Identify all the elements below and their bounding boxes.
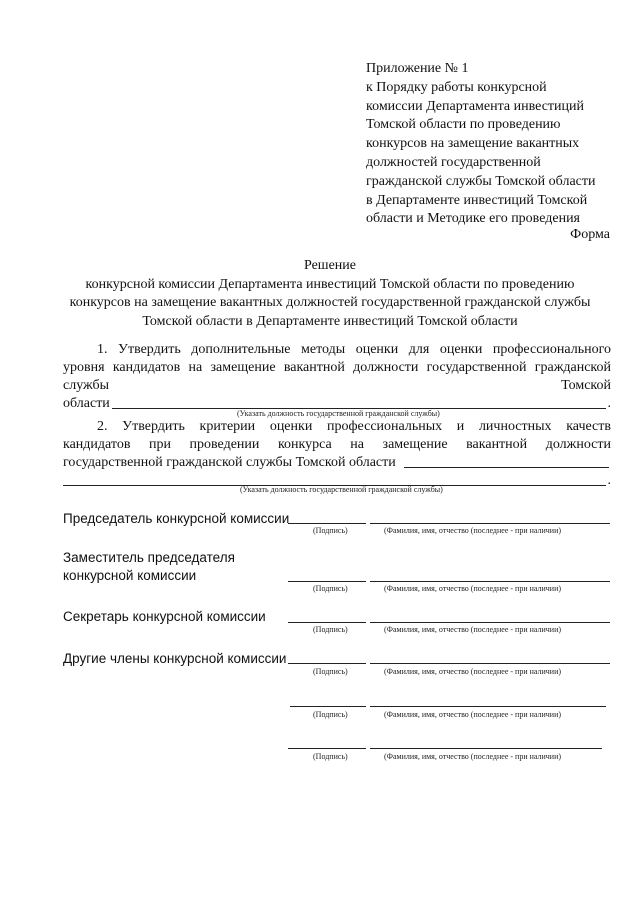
appendix-line: гражданской службы Томской области xyxy=(366,173,596,189)
name-line[interactable] xyxy=(370,622,610,623)
name-caption: (Фамилия, имя, отчество (последнее - при наличии) xyxy=(384,752,562,761)
appendix-line: должностей государственной xyxy=(366,154,541,170)
item-1-word: Томской xyxy=(561,378,611,393)
appendix-line: Томской области по проведению xyxy=(366,117,561,133)
name-caption: (Фамилия, имя, отчество (последнее - при наличии) xyxy=(384,526,562,535)
appendix-line: комиссии Департамента инвестиций xyxy=(366,98,584,114)
appendix-header xyxy=(366,60,616,229)
signature-line[interactable] xyxy=(288,523,366,524)
appendix-line: конкурсов на замещение вакантных xyxy=(366,136,580,152)
signature-line[interactable] xyxy=(288,622,366,623)
appendix-line: области и Методике его проведения xyxy=(366,211,580,227)
name-line[interactable] xyxy=(370,523,610,524)
appendix-line: к Порядку работы конкурсной xyxy=(366,79,547,95)
deputy-label: конкурсной комиссии xyxy=(63,568,197,583)
position-input-line[interactable] xyxy=(404,467,609,468)
signature-line[interactable] xyxy=(288,663,366,664)
name-caption: (Фамилия, имя, отчество (последнее - при наличии) xyxy=(384,710,562,719)
item-2-period: . xyxy=(607,473,611,488)
signature-line[interactable] xyxy=(288,581,366,582)
form-label: Форма xyxy=(570,227,610,242)
signature-caption: (Подпись) xyxy=(313,710,348,719)
appendix-line: в Департаменте инвестиций Томской xyxy=(366,192,588,208)
item-2-line: кандидатов при проведении конкурса на замещение вакантной должности xyxy=(63,437,611,452)
item-1-word: области xyxy=(63,396,110,411)
deputy-label: Заместитель председателя xyxy=(63,550,235,565)
signature-caption: (Подпись) xyxy=(313,625,348,634)
title-line: Томской области в Департаменте инвестиций Томской области xyxy=(142,313,518,329)
name-line[interactable] xyxy=(370,663,610,664)
item-1-period: . xyxy=(607,396,611,411)
signature-caption: (Подпись) xyxy=(313,526,348,535)
signature-line[interactable] xyxy=(290,706,366,707)
signature-caption: (Подпись) xyxy=(313,667,348,676)
item-1-word: службы xyxy=(63,378,110,393)
name-line[interactable] xyxy=(370,581,610,582)
signature-line[interactable] xyxy=(288,748,366,749)
item-1 xyxy=(63,341,611,413)
item-1-line: 1. Утвердить дополнительные методы оценки для оценки профессионального xyxy=(97,342,611,357)
item-2-line: 2. Утвердить критерии оценки профессиональных и личностных качеств xyxy=(97,419,611,434)
item-2-line-3 xyxy=(63,454,611,472)
position-caption: (Указать должность государственной гражданской службы) xyxy=(237,409,440,418)
item-2 xyxy=(63,418,611,490)
signature-caption: (Подпись) xyxy=(313,752,348,761)
title-line: конкурсной комиссии Департамента инвестиций Томской области по проведению xyxy=(85,276,575,292)
appendix-line: Приложение № 1 xyxy=(366,61,469,76)
item-1-line: уровня кандидатов на замещение вакантной должности государственной гражданской xyxy=(63,360,611,375)
members-label: Другие члены конкурсной комиссии xyxy=(63,651,287,666)
document-title xyxy=(40,257,620,331)
name-line[interactable] xyxy=(370,748,602,749)
chairman-label: Председатель конкурсной комиссии xyxy=(63,511,290,526)
item-2-text: государственной гражданской службы Томской области xyxy=(63,455,396,470)
title-line: конкурсов на замещение вакантных должностей государственной гражданской службы xyxy=(69,295,591,310)
item-1-line-3 xyxy=(63,377,611,395)
title-heading: Решение xyxy=(303,258,356,273)
position-caption: (Указать должность государственной гражданской службы) xyxy=(240,485,443,494)
signature-caption: (Подпись) xyxy=(313,584,348,593)
name-caption: (Фамилия, имя, отчество (последнее - при наличии) xyxy=(384,625,562,634)
secretary-label: Секретарь конкурсной комиссии xyxy=(63,609,266,624)
name-line[interactable] xyxy=(370,706,606,707)
name-caption: (Фамилия, имя, отчество (последнее - при наличии) xyxy=(384,667,562,676)
name-caption: (Фамилия, имя, отчество (последнее - при наличии) xyxy=(384,584,562,593)
